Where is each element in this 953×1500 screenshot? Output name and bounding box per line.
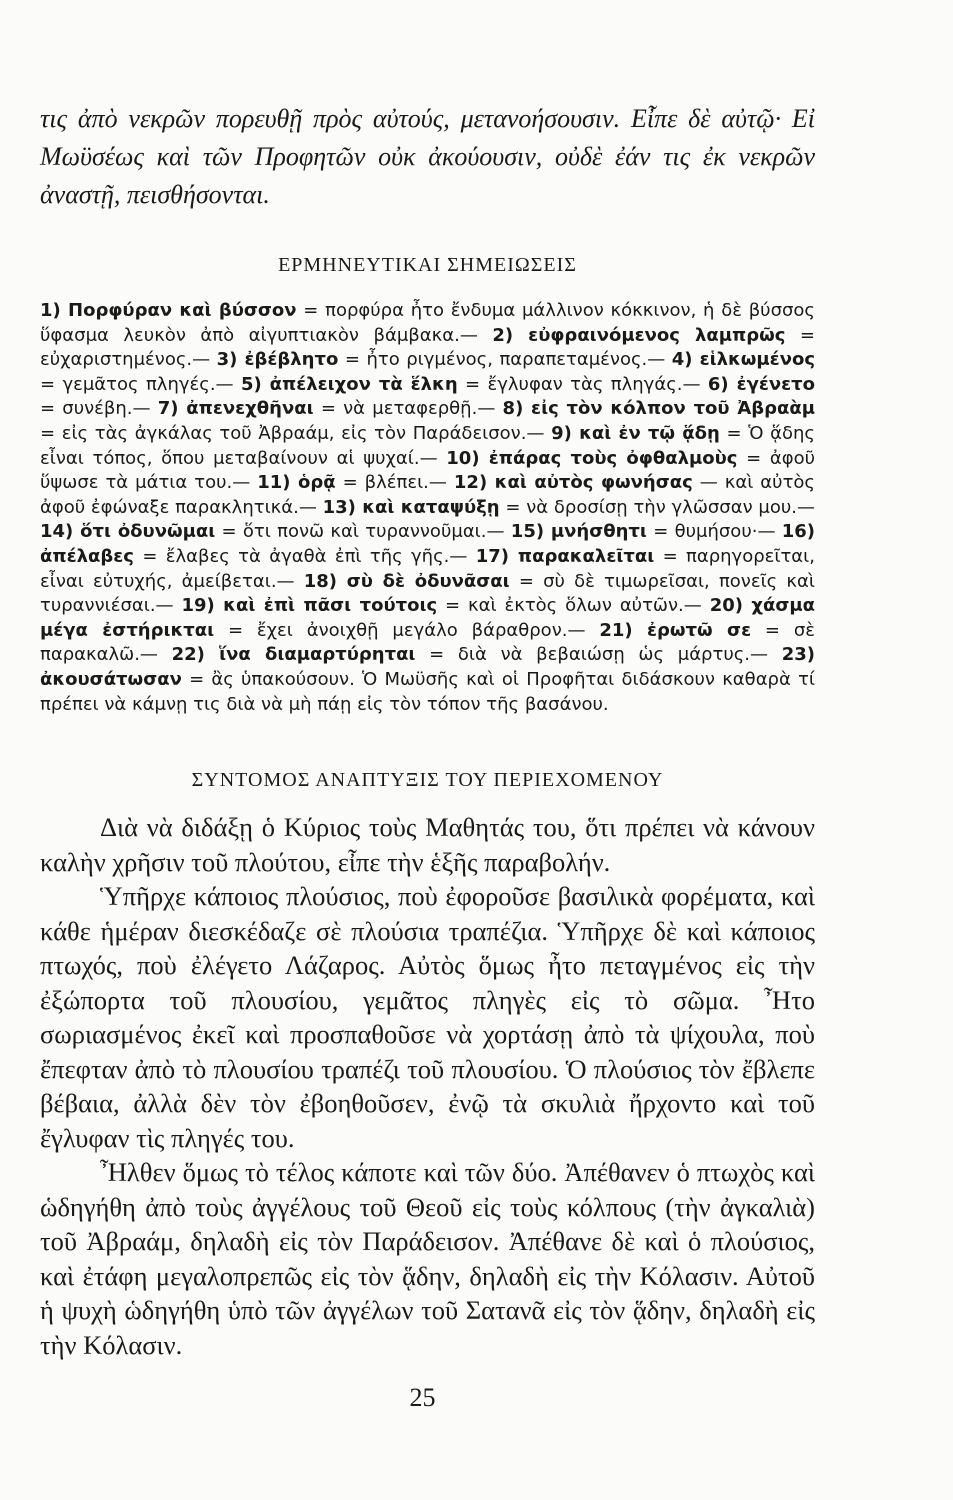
note-text: = πορφύρα ἦτο ἔνδυμα μάλλινον κόκκινον, ἡ δὲ βύσσος ὕφασμα λευκὸν ἀπὸ αἰγυπτιακὸν βάμβακα.— <box>40 300 815 346</box>
note-term: 3) ἐβέβλητο <box>216 349 339 371</box>
note-text: = διὰ νὰ βεβαιώσῃ ὡς μάρτυς.— <box>415 644 782 666</box>
note-term: 11) ὁρᾷ <box>257 472 336 494</box>
note-term: 17) παρακαλεῖται <box>475 545 655 567</box>
note-text: = σὺ δὲ τιμωρεῖσαι, πονεῖς καὶ τυραννιέσαι.— <box>40 570 815 617</box>
page-number: 25 <box>409 1383 436 1412</box>
note-text: = σὲ παρακαλῶ.— <box>40 619 815 666</box>
note-text: = εὐχαριστημένος.— <box>40 324 815 371</box>
note-text: = καὶ ἐκτὸς ὅλων αὐτῶν.— <box>437 595 710 617</box>
note-term: 8) εἰς τὸν κόλπον τοῦ Ἀβραὰμ <box>502 398 816 420</box>
note-text: = νὰ μεταφερθῇ.— <box>313 398 503 420</box>
note-term: 2) εὐφραινόμενος λαμπρῶς <box>492 324 786 346</box>
note-term: 18) σὺ δὲ ὀδυνᾶσαι <box>303 570 510 592</box>
note-term: 4) εἱλκωμένος <box>671 349 815 371</box>
note-term: 5) ἀπέλειχον τὰ ἕλκη <box>240 373 458 395</box>
note-text: — καὶ αὐτὸς ἀφοῦ ἐφώναξε παρακλητικά.— <box>40 472 815 518</box>
body-paragraph: Ἦλθεν ὅμως τὸ τέλος κάποτε καὶ τῶν δύο. Ἀπέθανεν ὁ πτωχὸς καὶ ὡδηγήθη ἀπὸ τοὺς ἀγγέλους τοῦ Θεοῦ εἰς τοὺς κόλπους (τὴν ἀγκαλιὰ) τοῦ Ἀβραάμ, δηλαδὴ εἰς τὸν Παράδεισον. Ἀπέθανε δὲ καὶ ὁ πλούσιος, καὶ ἐτάφη μεγαλοπρεπῶς εἰς τὸν ᾅδην, δηλαδὴ εἰς τὴν Κόλασιν. Αὐτοῦ ἡ ψυχὴ ὡδηγήθη ὑπὸ τῶν ἀγγέλων τοῦ Σατανᾶ εἰς τὸν ᾅδην, δηλαδὴ εἰς τὴν Κόλασιν. <box>40 1157 815 1360</box>
body-paragraph: Διὰ νὰ διδάξῃ ὁ Κύριος τοὺς Μαθητάς του, ὅτι πρέπει νὰ κάνουν καλὴν χρῆσιν τοῦ πλούτου, εἶπε τὴν ἑξῆς παραβολήν. <box>40 812 815 877</box>
note-text: = νὰ δροσίσῃ τὴν γλῶσσαν μου.— <box>499 496 815 518</box>
note-text: = ὅτι πονῶ καὶ τυραννοῦμαι.— <box>215 521 511 543</box>
notes-block <box>40 299 815 717</box>
note-term: 14) ὅτι ὀδυνῶμαι <box>40 521 216 543</box>
note-text: = ἔχει ἀνοιχθῇ μεγάλο βάραθρον.— <box>214 619 600 641</box>
note-term: 22) ἵνα διαμαρτύρηται <box>171 644 416 666</box>
note-term: 9) καὶ ἐν τῷ ᾅδῃ <box>551 422 720 444</box>
note-text: = ἔγλυφαν τὰς πληγάς.— <box>457 373 708 395</box>
note-term: 1) Πορφύραν καὶ βύσσον <box>40 300 297 321</box>
note-text: = βλέπει.— <box>335 472 454 494</box>
note-term: 19) καὶ ἐπὶ πᾶσι τούτοις <box>181 595 438 617</box>
intro-text: τις ἀπὸ νεκρῶν πορευθῇ πρὸς αὐτούς, μετανοήσουσιν. Εἶπε δὲ αὐτῷ· Εἰ Μωϋσέως καὶ τῶν Προφητῶν οὐκ ἀκούουσιν, οὐδὲ ἐάν τις ἐκ νεκρῶν ἀναστῇ, πεισθήσονται. <box>40 104 815 209</box>
note-text: = συνέβη.— <box>40 398 158 420</box>
book-page <box>40 100 815 1362</box>
note-term: 7) ἀπενεχθῆναι <box>157 398 314 420</box>
body-paragraph: Ὑπῆρχε κάποιος πλούσιος, ποὺ ἐφοροῦσε βασιλικὰ φορέματα, καὶ κάθε ἡμέραν διεσκέδαζε σὲ πλούσια τραπέζια. Ὑπῆρχε δὲ καὶ κάποιος πτωχός, ποὺ ἐλέγετο Λάζαρος. Αὐτὸς ὅμως ἦτο πεταγμένος εἰς τὴν ἐξώπορτα τοῦ πλουσίου, γεμᾶτος πληγὲς εἰς τὸ σῶμα. Ἦτο σωριασμένος ἐκεῖ καὶ προσπαθοῦσε νὰ χορτάσῃ ἀπὸ τὰ ψίχουλα, ποὺ ἔπεφταν ἀπὸ τὸ πλουσίου τραπέζι τοῦ πλουσίου. Ὁ πλούσιος τὸν ἔβλεπε βέβαια, ἀλλὰ δὲν τὸν ἐβοηθοῦσεν, ἐνῷ τὰ σκυλιὰ ἤρχοντο καὶ τοῦ ἔγλυφαν τὶς πληγές του. <box>40 881 815 1153</box>
note-term: 10) ἐπάρας τοὺς ὀφθαλμοὺς <box>446 447 738 469</box>
note-text: = ἦτο ριγμένος, παραπεταμένος.— <box>338 349 672 371</box>
note-text: = γεμᾶτος πληγές.— <box>40 373 241 395</box>
summary-heading: ΣΥΝΤΟΜΟΣ ΑΝΑΠΤΥΞΙΣ ΤΟΥ ΠΕΡΙΕΧΟΜΕΝΟΥ <box>191 769 664 792</box>
note-term: 23) ἀκουσάτωσαν <box>40 644 815 690</box>
note-text: = θυμήσου·— <box>646 521 782 543</box>
note-text: = εἰς τὰς ἀγκάλας τοῦ Ἀβραάμ, εἰς τὸν Παράδεισον.— <box>40 422 552 444</box>
note-text: = παρηγορεῖται, εἶναι εὐτυχής, ἀμείβεται.— <box>40 545 815 592</box>
note-term: 21) ἐρωτῶ σε <box>599 619 752 641</box>
note-term: 16) ἀπέλαβες <box>40 521 816 567</box>
note-term: 20) χάσμα μέγα ἐστήρικται <box>40 595 816 641</box>
note-term: 12) καὶ αὐτὸς φωνήσας <box>453 472 693 494</box>
note-term: 6) ἐγένετο <box>707 373 816 395</box>
note-text: = ἂς ὑπακούσουν. Ὁ Μωϋσῆς καὶ οἱ Προφῆται διδάσκουν καθαρὰ τί πρέπει νὰ κάμνῃ τις διὰ νὰ μὴ πάῃ εἰς τὸν τόπον τῆς βασάνου. <box>40 668 815 715</box>
notes-heading: ΕΡΜΗΝΕΥΤΙΚΑΙ ΣΗΜΕΙΩΣΕΙΣ <box>278 254 577 276</box>
note-text: = Ὁ ᾅδης εἶναι τόπος, ὅπου μεταβαίνουν αἱ ψυχαί.— <box>40 422 815 469</box>
note-term: 15) μνήσθητι <box>510 521 647 543</box>
note-text: = ἀφοῦ ὕψωσε τὰ μάτια του.— <box>40 447 816 494</box>
note-text: = ἔλαβες τὰ ἀγαθὰ ἐπὶ τῆς γῆς.— <box>133 545 476 567</box>
note-term: 13) καὶ καταψύξῃ <box>322 496 500 518</box>
